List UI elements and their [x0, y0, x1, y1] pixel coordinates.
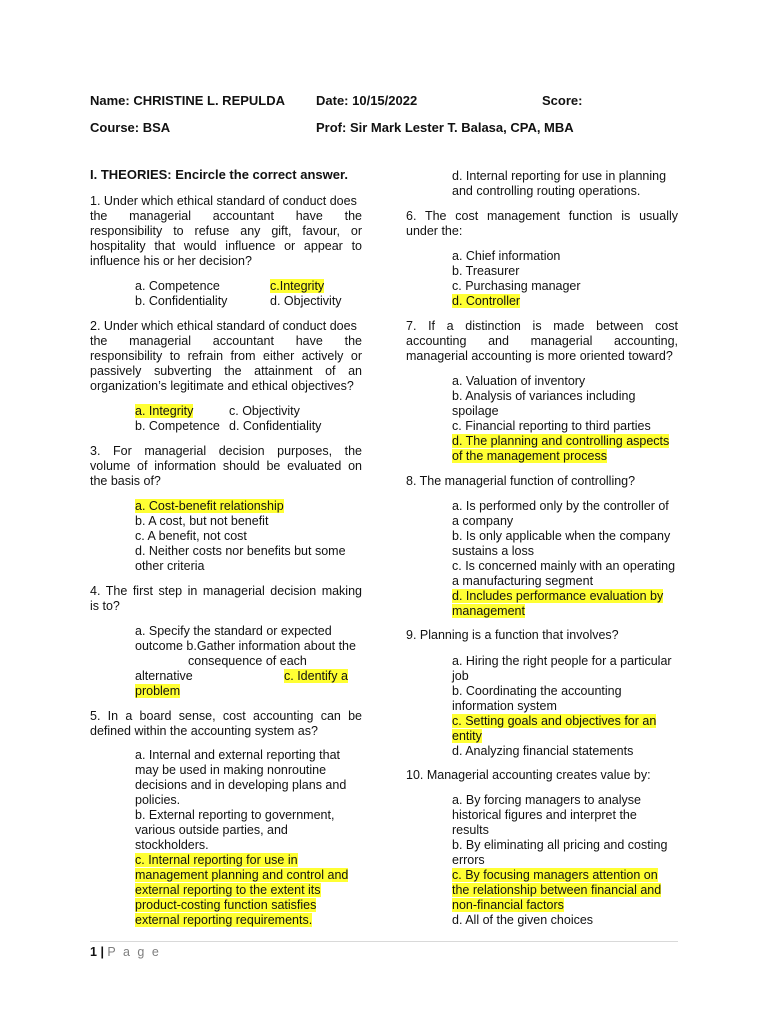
question-2	[90, 319, 362, 394]
q5-option-a: a. Internal and external reporting that	[135, 748, 340, 762]
q7-line: accounting and managerial accounting,	[406, 334, 678, 348]
q7-option-a: a. Valuation of inventory	[452, 374, 586, 388]
q8-option-d-cont: management	[452, 604, 525, 618]
q10-option-a: a. By forcing managers to analyse	[452, 793, 641, 807]
question-7	[406, 319, 678, 364]
q7-option-b: b. Analysis of variances including	[452, 389, 636, 403]
q5-option-d	[452, 169, 692, 199]
q1-option-a: a. Competence	[135, 279, 220, 293]
q5-option-b: various outside parties, and	[135, 823, 288, 837]
question-1	[90, 194, 362, 269]
q8-option-a: a. Is performed only by the controller of	[452, 499, 669, 513]
page-separator: |	[100, 945, 104, 959]
q4-option-c-highlighted: c. Identify a	[284, 669, 348, 683]
q8-option-c-cont: a manufacturing segment	[452, 574, 594, 588]
q6-option-a: a. Chief information	[452, 249, 561, 263]
q1-option-b: b. Confidentiality	[135, 294, 228, 308]
q7-option-b-cont: spoilage	[452, 404, 499, 418]
page-word: P a g e	[107, 945, 161, 959]
professor-label: Prof: Sir Mark Lester T. Balasa, CPA, MBA	[316, 120, 574, 135]
score-label: Score:	[542, 93, 583, 108]
student-name: Name: CHRISTINE L. REPULDA	[90, 93, 286, 108]
course-label: Course: BSA	[90, 120, 171, 135]
q8-option-d-highlighted: d. Includes performance evaluation by	[452, 589, 664, 603]
question-6	[406, 209, 678, 239]
q10-option-b-cont: errors	[452, 853, 485, 867]
q4-option-b-cont: consequence of each	[188, 654, 307, 668]
question-10: 10. Managerial accounting creates value by:	[406, 768, 651, 782]
page-number: 1	[90, 945, 97, 959]
q2-line: passively subverting the attainment of an	[90, 364, 362, 378]
q10-option-c-highlighted: c. By focusing managers attention on	[452, 868, 658, 882]
q2-option-a-highlighted: a. Integrity	[135, 404, 194, 418]
q5-option-c-highlighted: management planning and control and	[135, 868, 349, 882]
q9-option-b: b. Coordinating the accounting	[452, 684, 622, 698]
footer-divider	[90, 941, 678, 942]
q1-line: influence his or her decision?	[90, 254, 252, 268]
q10-option-c-cont: the relationship between financial and	[452, 883, 662, 897]
q3-option-b: b. A cost, but not benefit	[135, 514, 269, 528]
q3-line: the basis of?	[90, 474, 161, 488]
question-9: 9. Planning is a function that involves?	[406, 628, 619, 642]
question-4	[90, 584, 362, 614]
q4-option-a: a. Specify the standard or expected	[135, 624, 332, 638]
q2-line: responsibility to refrain from either actively or	[90, 349, 362, 363]
q5-option-c-highlighted: external reporting requirements.	[135, 913, 313, 927]
q9-option-c-cont: entity	[452, 729, 482, 743]
q5-option-c-highlighted: product-costing function satisfies	[135, 898, 317, 912]
q1-line: hospitality that would influence or appear to	[90, 239, 362, 253]
q5-option-a: policies.	[135, 793, 181, 807]
q10-option-a-cont: historical figures and interpret the	[452, 808, 637, 822]
q6-line: under the:	[406, 224, 463, 238]
q6-line: 6. The cost management function is usually	[406, 209, 678, 223]
q7-line: managerial accounting is more oriented toward?	[406, 349, 673, 363]
q5-option-d-line: d. Internal reporting for use in planning	[452, 169, 667, 183]
q5-option-b: stockholders.	[135, 838, 209, 852]
q6-option-b: b. Treasurer	[452, 264, 520, 278]
q8-option-b-cont: sustains a loss	[452, 544, 534, 558]
q7-option-d-highlighted: d. The planning and controlling aspects	[452, 434, 670, 448]
q9-option-b-cont: information system	[452, 699, 557, 713]
q5-option-b: b. External reporting to government,	[135, 808, 335, 822]
question-5	[90, 709, 362, 739]
q9-option-c-highlighted: c. Setting goals and objectives for an	[452, 714, 657, 728]
q6-options	[452, 249, 692, 309]
q1-option-c-highlighted: c.Integrity	[270, 279, 325, 293]
q2-option-b: b. Competence	[135, 419, 220, 433]
q7-line: 7. If a distinction is made between cost	[406, 319, 678, 333]
q2-option-d: d. Confidentiality	[229, 419, 322, 433]
q3-option-c: c. A benefit, not cost	[135, 529, 247, 543]
q7-option-c: c. Financial reporting to third parties	[452, 419, 651, 433]
q4-line: is to?	[90, 599, 120, 613]
question-3	[90, 444, 362, 489]
q8-option-b: b. Is only applicable when the company	[452, 529, 671, 543]
q10-option-c-cont: non-financial factors	[452, 898, 564, 912]
q5-options	[135, 748, 375, 928]
q4-option-c-cont: problem	[135, 684, 181, 698]
question-8: 8. The managerial function of controlling?	[406, 474, 636, 488]
q9-option-d: d. Analyzing financial statements	[452, 744, 634, 758]
q8-options	[452, 499, 692, 619]
q1-line: responsibility to refuse any gift, favour, or	[90, 224, 362, 238]
q2-line: 2. Under which ethical standard of conduct does	[90, 319, 357, 333]
q4-option-b-end: alternative	[135, 669, 193, 683]
q8-option-c: c. Is concerned mainly with an operating	[452, 559, 676, 573]
section-title: I. THEORIES: Encircle the correct answer.	[90, 167, 348, 182]
q9-options	[452, 654, 692, 759]
q5-option-c-highlighted: c. Internal reporting for use in	[135, 853, 298, 867]
q6-option-c: c. Purchasing manager	[452, 279, 581, 293]
q9-option-a-cont: job	[452, 669, 469, 683]
q5-option-a: decisions and in developing plans and	[135, 778, 347, 792]
q10-option-a-cont: results	[452, 823, 489, 837]
q3-option-d: d. Neither costs nor benefits but some	[135, 544, 346, 558]
q7-option-d-cont: of the management process	[452, 449, 607, 463]
q6-option-d-highlighted: d. Controller	[452, 294, 521, 308]
page-footer	[90, 945, 161, 960]
q9-option-a: a. Hiring the right people for a particular	[452, 654, 672, 668]
q2-line: the managerial accountant have the	[90, 334, 362, 348]
q10-options	[452, 793, 692, 928]
q5-line: defined within the accounting system as?	[90, 724, 318, 738]
exam-date: Date: 10/15/2022	[316, 93, 418, 108]
q2-option-c: c. Objectivity	[229, 404, 300, 418]
q1-option-d: d. Objectivity	[270, 294, 342, 308]
q10-option-d: d. All of the given choices	[452, 913, 594, 927]
q4-line: 4. The first step in managerial decision making	[90, 584, 362, 598]
q5-option-c-highlighted: external reporting to the extent its	[135, 883, 321, 897]
q7-options	[452, 374, 692, 464]
q5-option-a: may be used in making nonroutine	[135, 763, 327, 777]
q1-line: the managerial accountant have the	[90, 209, 362, 223]
q3-options	[135, 499, 365, 574]
q3-option-a-highlighted: a. Cost-benefit relationship	[135, 499, 284, 513]
q8-option-a-cont: a company	[452, 514, 514, 528]
q3-line: 3. For managerial decision purposes, the	[90, 444, 362, 458]
q1-line: 1. Under which ethical standard of conduct does	[90, 194, 357, 208]
q5-line: 5. In a board sense, cost accounting can be	[90, 709, 362, 723]
q4-option-a-cont: outcome b.Gather information about the	[135, 639, 356, 653]
q2-line: organization’s legitimate and ethical objectives?	[90, 379, 354, 393]
q10-option-b: b. By eliminating all pricing and costing	[452, 838, 668, 852]
q5-option-d-line: and controlling routing operations.	[452, 184, 641, 198]
q3-line: volume of information should be evaluated on	[90, 459, 362, 473]
q3-option-d-cont: other criteria	[135, 559, 205, 573]
